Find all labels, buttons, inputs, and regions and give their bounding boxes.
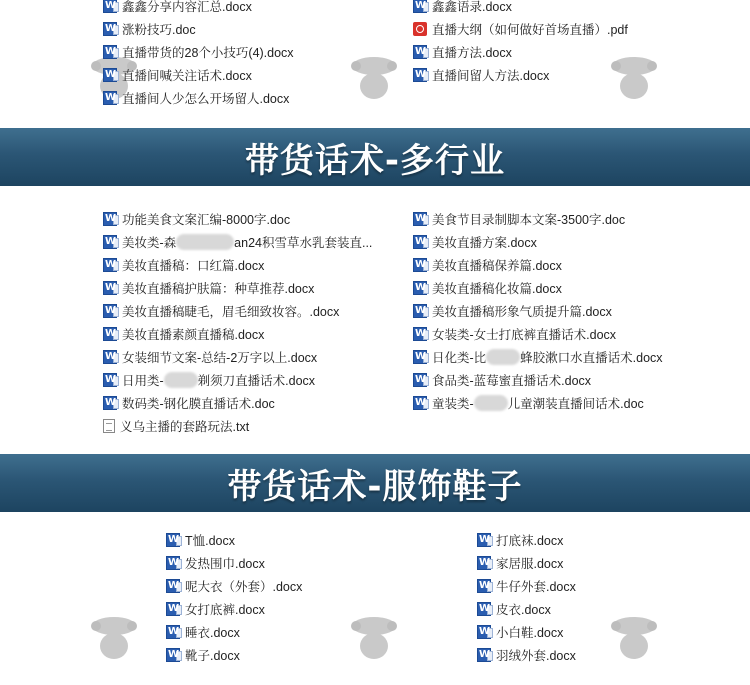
pdf-file-icon [413, 22, 427, 36]
top-file-list-right [413, 0, 628, 86]
word-doc-icon [103, 396, 117, 410]
file-item[interactable] [477, 574, 576, 597]
watermark-mascot-icon [346, 52, 402, 100]
word-doc-icon [103, 281, 117, 295]
file-item[interactable] [103, 40, 294, 63]
file-item[interactable] [413, 63, 628, 86]
file-name: 数码类-钢化膜直播话术.doc [122, 396, 275, 411]
file-name: 美妆直播稿化妆篇.docx [432, 281, 562, 296]
file-item[interactable] [103, 17, 294, 40]
file-name: 直播间人少怎么开场留人.docx [122, 91, 290, 106]
file-item[interactable] [413, 40, 628, 63]
word-doc-icon [166, 579, 180, 593]
file-name: 睡衣.docx [185, 625, 240, 640]
file-name: 靴子.docx [185, 648, 240, 663]
file-item[interactable] [103, 345, 372, 368]
file-name: 美妆直播稿形象气质提升篇.docx [432, 304, 612, 319]
word-doc-icon [103, 45, 117, 59]
word-doc-icon [413, 0, 427, 13]
section-banner-multi-industry [0, 128, 750, 186]
watermark-mascot-icon [86, 612, 142, 660]
file-name: 直播间喊关注话术.docx [122, 68, 252, 83]
file-item[interactable] [413, 207, 663, 230]
top-file-list-left [103, 0, 294, 109]
section-banner-apparel-shoes [0, 454, 750, 512]
file-name: 鑫鑫分享内容汇总.docx [122, 0, 252, 14]
word-doc-icon [413, 350, 427, 364]
file-name: 羽绒外套.docx [496, 648, 576, 663]
file-name: 打底袜.docx [496, 533, 564, 548]
word-doc-icon [477, 579, 491, 593]
word-doc-icon [103, 235, 117, 249]
file-item[interactable] [103, 414, 372, 437]
file-item[interactable] [477, 620, 576, 643]
file-item[interactable] [166, 528, 302, 551]
file-item[interactable] [413, 299, 663, 322]
file-item[interactable] [103, 299, 372, 322]
file-name: 鑫鑫语录.docx [432, 0, 512, 14]
redaction-blur [474, 395, 508, 411]
file-name-suffix: 儿童潮装直播间话术.doc [507, 396, 644, 411]
file-name: 美妆直播方案.docx [432, 235, 537, 250]
file-name: 直播大纲（如何做好首场直播）.pdf [432, 22, 628, 37]
word-doc-icon [413, 281, 427, 295]
file-item[interactable] [413, 0, 628, 17]
redaction-blur [164, 372, 198, 388]
file-name-suffix: an24积雪草水乳套装直... [234, 235, 373, 250]
word-doc-icon [477, 602, 491, 616]
file-name: 牛仔外套.docx [496, 579, 576, 594]
file-name: 功能美食文案汇编-8000字.doc [122, 212, 291, 227]
file-name: 女打底裤.docx [185, 602, 265, 617]
word-doc-icon [103, 0, 117, 13]
file-name: 美妆直播稿护肤篇：种草推荐.docx [122, 281, 315, 296]
file-name: 女装细节文案-总结-2万字以上.docx [122, 350, 318, 365]
file-item[interactable] [477, 643, 576, 666]
word-doc-icon [413, 45, 427, 59]
file-item[interactable] [103, 322, 372, 345]
file-name: 家居服.docx [496, 556, 564, 571]
word-doc-icon [477, 648, 491, 662]
file-item[interactable] [103, 368, 372, 391]
word-doc-icon [413, 373, 427, 387]
word-doc-icon [413, 258, 427, 272]
file-item[interactable] [103, 63, 294, 86]
watermark-mascot-icon [606, 612, 662, 660]
file-item[interactable] [103, 230, 372, 253]
file-name: 美妆直播素颜直播稿.docx [122, 327, 265, 342]
banner-title: 带货话术-多行业 [244, 140, 506, 181]
file-item[interactable] [103, 86, 294, 109]
file-item[interactable] [413, 322, 663, 345]
file-item[interactable] [477, 597, 576, 620]
file-item[interactable] [103, 207, 372, 230]
file-item[interactable] [103, 0, 294, 17]
word-doc-icon [103, 91, 117, 105]
word-doc-icon [103, 212, 117, 226]
word-doc-icon [166, 533, 180, 547]
file-name: 美食节目录制脚本文案-3500字.doc [432, 212, 626, 227]
bot-file-list-right [477, 528, 576, 666]
file-name: 直播方法.docx [432, 45, 512, 60]
word-doc-icon [103, 68, 117, 82]
word-doc-icon [413, 327, 427, 341]
file-name: 美妆直播稿保养篇.docx [432, 258, 562, 273]
word-doc-icon [166, 648, 180, 662]
word-doc-icon [477, 533, 491, 547]
word-doc-icon [413, 212, 427, 226]
file-name: 皮衣.docx [496, 602, 551, 617]
file-item[interactable] [103, 253, 372, 276]
file-item[interactable] [413, 368, 663, 391]
redaction-blur [486, 349, 520, 365]
word-doc-icon [413, 235, 427, 249]
file-item[interactable] [477, 551, 576, 574]
file-name-prefix: 美妆类-森 [122, 235, 177, 250]
word-doc-icon [103, 373, 117, 387]
word-doc-icon [477, 556, 491, 570]
banner-title: 带货话术-服饰鞋子 [227, 466, 523, 507]
redaction-blur [176, 234, 234, 250]
file-name: 美妆直播稿睫毛，眉毛细致妆容。.docx [122, 304, 340, 319]
file-name: 美妆直播稿：口红篇.docx [122, 258, 265, 273]
bot-file-list-left [166, 528, 302, 666]
mid-file-list-left [103, 207, 372, 437]
word-doc-icon [166, 556, 180, 570]
word-doc-icon [103, 22, 117, 36]
word-doc-icon [413, 68, 427, 82]
file-item[interactable] [103, 276, 372, 299]
file-item[interactable] [477, 528, 576, 551]
file-name: T恤.docx [185, 533, 236, 548]
file-name-prefix: 日化类-比 [432, 350, 487, 365]
mid-file-list-right [413, 207, 663, 414]
file-name-suffix: 蜂胶漱口水直播话术.docx [520, 350, 663, 365]
file-name: 涨粉技巧.doc [122, 22, 196, 37]
word-doc-icon [103, 350, 117, 364]
file-item[interactable] [413, 230, 663, 253]
file-item[interactable] [413, 253, 663, 276]
file-item[interactable] [413, 345, 663, 368]
word-doc-icon [166, 625, 180, 639]
file-name: 女装类-女士打底裤直播话术.docx [432, 327, 617, 342]
word-doc-icon [477, 625, 491, 639]
word-doc-icon [413, 304, 427, 318]
word-doc-icon [103, 327, 117, 341]
file-item[interactable] [166, 620, 302, 643]
word-doc-icon [103, 304, 117, 318]
file-name: 食品类-蓝莓蜜直播话术.docx [432, 373, 592, 388]
word-doc-icon [103, 258, 117, 272]
watermark-mascot-icon [346, 612, 402, 660]
file-name: 直播带货的28个小技巧(4).docx [122, 45, 294, 60]
word-doc-icon [166, 602, 180, 616]
file-item[interactable] [166, 597, 302, 620]
file-item[interactable] [413, 276, 663, 299]
file-item[interactable] [166, 551, 302, 574]
file-item[interactable] [413, 391, 663, 414]
file-name-prefix: 童装类- [432, 396, 474, 411]
file-item[interactable] [166, 643, 302, 666]
file-name: 直播间留人方法.docx [432, 68, 550, 83]
text-file-icon [103, 419, 115, 433]
file-name: 小白鞋.docx [496, 625, 564, 640]
file-name-prefix: 日用类- [122, 373, 164, 388]
file-name: 发热围巾.docx [185, 556, 265, 571]
file-item[interactable] [103, 391, 372, 414]
word-doc-icon [413, 396, 427, 410]
file-name: 义乌主播的套路玩法.txt [120, 419, 250, 434]
file-name: 呢大衣（外套）.docx [185, 579, 303, 594]
file-item[interactable] [413, 17, 628, 40]
file-item[interactable] [166, 574, 302, 597]
file-name-suffix: 剃须刀直播话术.docx [197, 373, 316, 388]
